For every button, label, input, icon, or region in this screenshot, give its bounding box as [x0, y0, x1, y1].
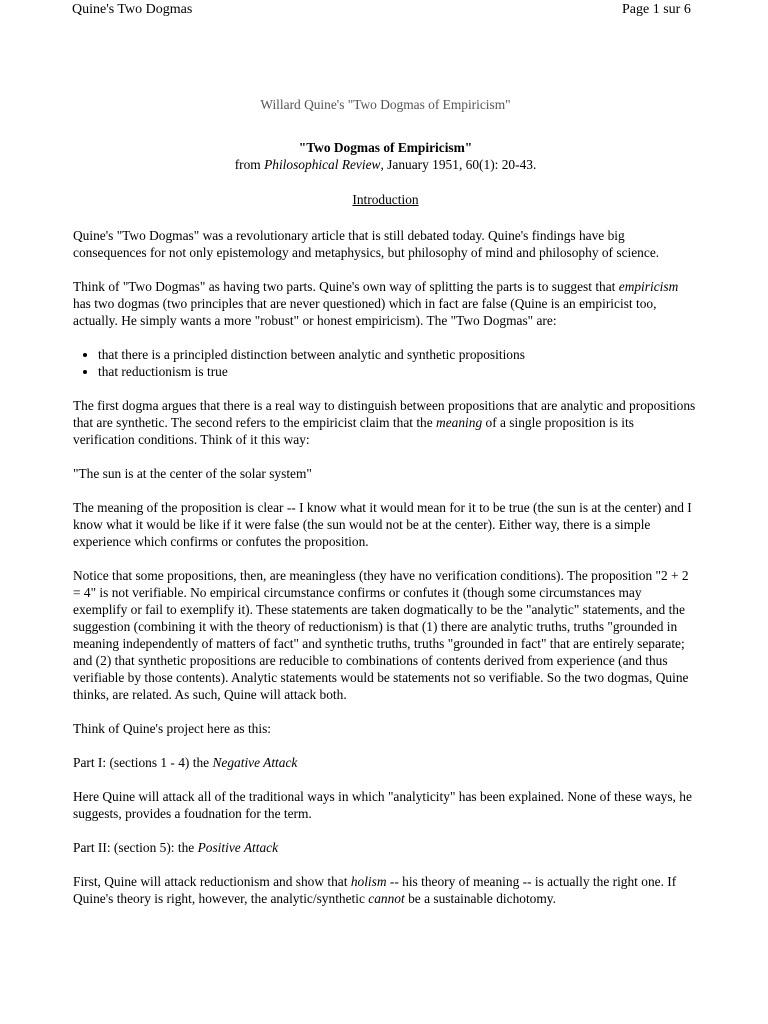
article-title: "Two Dogmas of Empiricism" — [298, 140, 473, 155]
part-one-heading — [73, 754, 698, 771]
paragraph-3-text-a: The first dogma argues that there is a real way to distinguish between propositions that are analytic and propositions that are synthetic. The second refers to the empiricist claim that the — [73, 398, 696, 430]
article-source — [73, 156, 698, 173]
header-doc-title: Quine's Two Dogmas — [72, 2, 193, 17]
paragraph-7: Think of Quine's project here as this: — [73, 721, 272, 736]
paragraph-5: The meaning of the proposition is clear -- I know what it would mean for it to be true (the sun is at the center) and I know what it would be like if it were false (the sun would not be at the center). Either way, there is a simple experience which confirms or confutes the proposition. — [73, 500, 692, 549]
paragraph-9: Here Quine will attack all of the traditional ways in which "analyticity" has been explained. None of these ways, he suggests, provides a foudnation for the term. — [73, 789, 692, 821]
example-proposition: "The sun is at the center of the solar system" — [73, 466, 312, 481]
introduction-heading — [73, 191, 698, 208]
part-two-heading — [73, 839, 698, 856]
list-item: • that reductionism is true — [98, 363, 698, 380]
paragraph-6: Notice that some propositions, then, are meaningless (they have no verification conditions). The proposition "2 + 2 = 4" is not verifiable. No empirical circumstance confirms or confutes it (though some circumstances may exemplify or fail to exemplify it). These statements are taken dogmatically to be the "analytic" statements, and the suggestion (combining it with the theory of reductionism) is that (1) there are analytic truths, truths "grounded in meaning independently of matters of fact" and synthetic truths, truths "grounded in fact" that are entirely separate; and (2) that synthetic propositions are reducible to combinations of contents derived from experience (and thus verifiable by those contents). Analytic statements would be statements not so verifiable. So the two dogmas, Quine thinks, are related. As such, Quine will attack both. — [73, 568, 689, 702]
paragraph-3 — [73, 397, 698, 448]
part-two-text: Part II: (section 5): the — [73, 840, 198, 855]
paragraph-2 — [73, 278, 698, 329]
paragraph-3-emphasis: meaning — [436, 415, 483, 430]
paragraph-11-text-c: be a sustainable dichotomy. — [404, 891, 556, 906]
list-item: • that there is a principled distinction between analytic and synthetic propositions — [98, 346, 698, 363]
source-prefix: from — [234, 157, 265, 172]
document-body — [73, 96, 698, 924]
part-two-emphasis: Positive Attack — [197, 840, 279, 855]
paragraph-2-text-b: has two dogmas (two principles that are never questioned) which in fact are false (Quine is an empiricist too, actually. He simply wants a more "robust" or honest empiricism). The "Two Dogmas" are: — [73, 296, 657, 328]
page-header — [0, 0, 768, 22]
paragraph-3-text-b: of a single proposition is its verification conditions. Think of it this way: — [73, 415, 634, 447]
paragraph-11-text-a: First, Quine will attack reductionism and show that — [73, 874, 351, 889]
header-page-number: Page 1 sur 6 — [622, 2, 691, 17]
source-journal: Philosophical Review — [264, 157, 381, 172]
paragraph-11 — [73, 873, 698, 907]
dogmas-list — [73, 346, 698, 380]
paragraph-11-text-b: -- his theory of meaning -- is actually the right one. If Quine's theory is right, however, the analytic/synthetic — [73, 874, 677, 906]
paragraph-1: Quine's "Two Dogmas" was a revolutionary article that is still debated today. Quine's findings have big consequences for not only epistemology and metaphysics, but philosophy of mind and philosophy of science. — [73, 228, 660, 260]
site-title: Willard Quine's "Two Dogmas of Empiricism" — [260, 97, 511, 112]
paragraph-2-emphasis: empiricism — [618, 279, 679, 294]
paragraph-2-text-a: Think of "Two Dogmas" as having two parts. Quine's own way of splitting the parts is to suggest that — [73, 279, 619, 294]
paragraph-11-emphasis-2: cannot — [368, 891, 405, 906]
introduction-heading-text: Introduction — [352, 192, 419, 207]
part-one-emphasis: Negative Attack — [212, 755, 298, 770]
paragraph-11-emphasis-1: holism — [350, 874, 387, 889]
source-suffix: , January 1951, 60(1): 20-43. — [380, 157, 537, 172]
part-one-text: Part I: (sections 1 - 4) the — [73, 755, 213, 770]
